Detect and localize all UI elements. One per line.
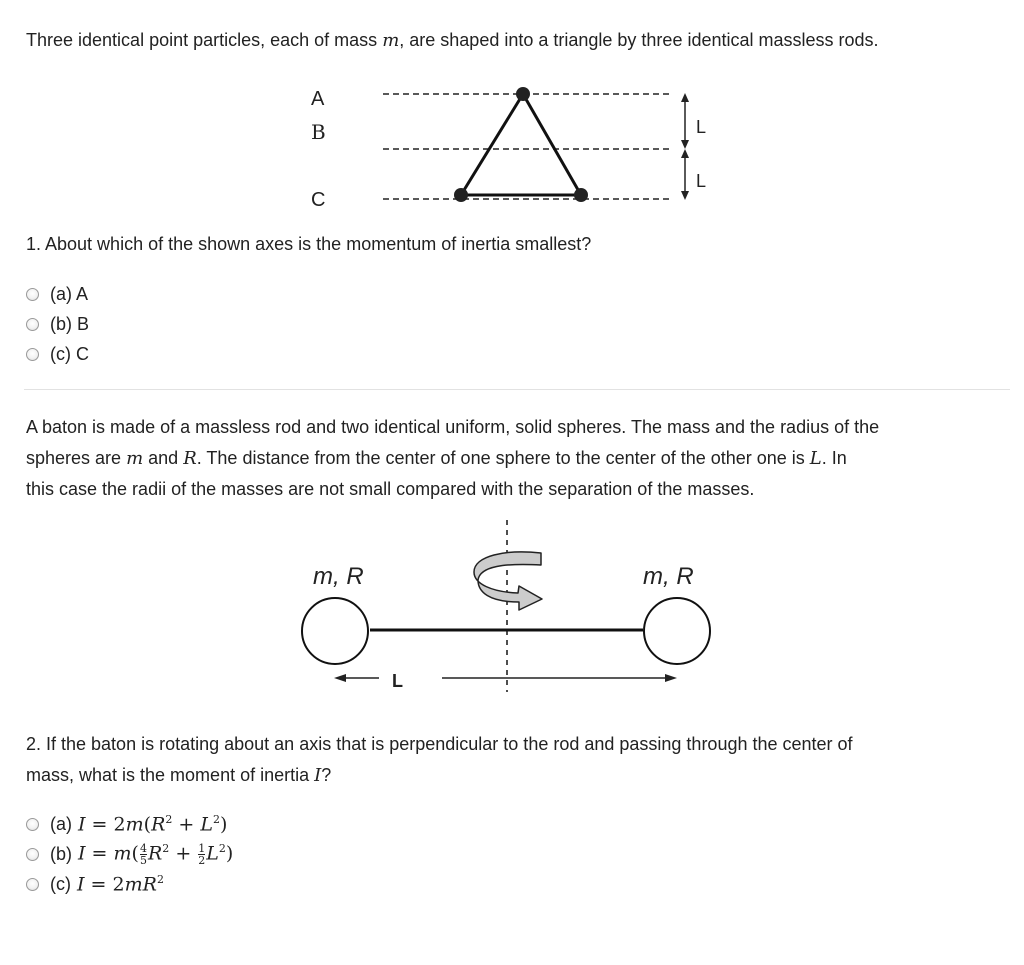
q2-option-a-prefix: (a) bbox=[50, 813, 72, 834]
q1-intro-text-1: Three identical point particles, each of mass bbox=[26, 30, 383, 50]
sphere-label-right: m, R bbox=[643, 563, 694, 590]
q2-var-m: m bbox=[126, 448, 144, 469]
radio-button[interactable] bbox=[26, 848, 39, 861]
q2-option-b-formula: I = m( $\frac{4}{5}$ $R^2$ + $\frac{1}{2}$ $L^2$) bbox=[78, 841, 234, 867]
q2-intro-line-3: this case the radii of the masses are not small compared with the separation of the masses. bbox=[26, 479, 755, 499]
q2-intro-text-d: . In bbox=[821, 448, 847, 468]
q1-question: 1. About which of the shown axes is the momentum of inertia smallest? bbox=[26, 234, 592, 254]
q2-question-line-2 bbox=[26, 760, 1016, 791]
q1-intro-text-2: , are shaped into a triangle by three identical massless rods. bbox=[399, 30, 879, 50]
dim-label-upper: L bbox=[696, 117, 707, 137]
radio-button[interactable] bbox=[26, 818, 39, 831]
q2-question-line-1: 2. If the baton is rotating about an axis that is perpendicular to the rod and passing through the center of bbox=[26, 734, 853, 754]
axis-label-a: A bbox=[311, 88, 325, 110]
q1-option-a-label: (a) A bbox=[50, 283, 89, 304]
q2-intro-text-a: spheres are bbox=[26, 448, 127, 468]
q2-option-c-prefix: (c) bbox=[50, 873, 71, 894]
axis-label-c: C bbox=[311, 189, 326, 211]
radio-button[interactable] bbox=[26, 878, 39, 891]
q2-question bbox=[26, 729, 1016, 791]
q2-intro-text-c: . The distance from the center of one sphere to the center of the other one is bbox=[196, 448, 810, 468]
q2-option-c[interactable] bbox=[26, 869, 164, 899]
sphere-left bbox=[302, 598, 368, 664]
sphere-label-left: m, R bbox=[313, 563, 364, 590]
q2-var-l: L bbox=[809, 448, 822, 469]
rotation-arrow-icon bbox=[474, 552, 542, 610]
q2-question-text-a: mass, what is the moment of inertia bbox=[26, 765, 315, 785]
q2-question-text-b: ? bbox=[321, 765, 332, 785]
q2-option-b[interactable] bbox=[26, 839, 233, 869]
q2-var-r: R bbox=[183, 448, 197, 469]
sphere-right bbox=[644, 598, 710, 664]
q2-option-b-prefix: (b) bbox=[50, 843, 72, 864]
q2-intro-text-b: and bbox=[143, 448, 184, 468]
dim-label-lower: L bbox=[696, 171, 707, 191]
q1-intro-var-m: m bbox=[382, 30, 400, 51]
q2-intro-line-1: A baton is made of a massless rod and two identical uniform, solid spheres. The mass and the radius of the bbox=[26, 417, 880, 437]
q2-option-a[interactable] bbox=[26, 809, 227, 839]
baton-dim-label: L bbox=[392, 671, 403, 691]
q2-question-var-i: I bbox=[314, 765, 322, 786]
q1-option-b-label: (b) B bbox=[50, 313, 90, 334]
q2-option-a-formula: $I = 2m(R^2 + L^2)$ bbox=[78, 812, 228, 836]
q2-option-c-formula: $I = 2mR^2$ bbox=[77, 872, 164, 896]
q1-option-c-label: (c) C bbox=[50, 343, 89, 364]
axis-label-b: B bbox=[311, 120, 326, 144]
